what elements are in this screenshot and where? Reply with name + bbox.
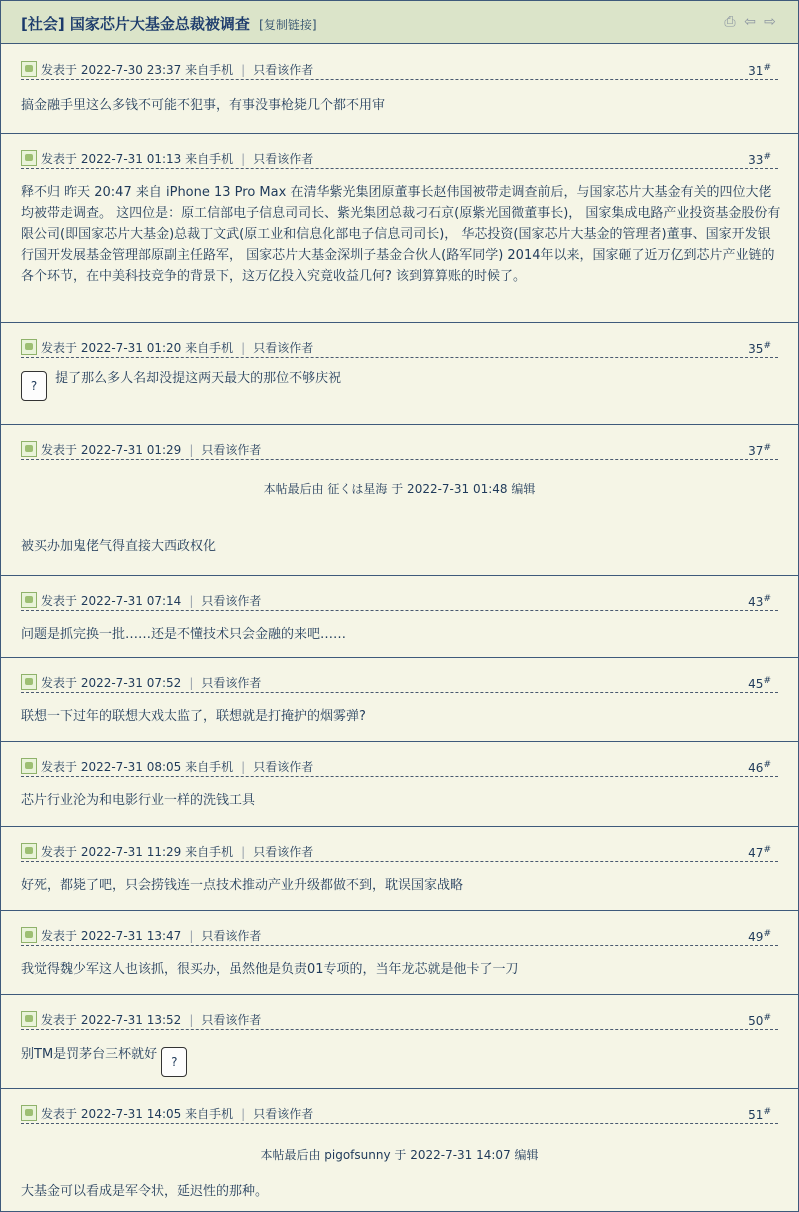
user-icon[interactable]: [21, 927, 37, 943]
user-icon[interactable]: [21, 61, 37, 77]
view-author-link[interactable]: 只看该作者: [201, 594, 262, 608]
floor-number[interactable]: 45#: [748, 676, 771, 691]
view-author-link[interactable]: 只看该作者: [201, 1013, 262, 1027]
floor-number[interactable]: 43#: [748, 594, 771, 609]
floor-number[interactable]: 37#: [748, 443, 771, 458]
emoticon-icon: ?: [161, 1047, 187, 1077]
post-content: 搞金融手里这么多钱不可能不犯事，有事没事枪毙几个都不用审: [21, 98, 386, 113]
floor-number[interactable]: 46#: [748, 760, 771, 775]
post: [1, 1088, 798, 1212]
post-content: 被买办加鬼佬气得直接大西政权化: [21, 539, 217, 554]
view-author-link[interactable]: 只看该作者: [253, 845, 314, 859]
floor-number[interactable]: 31#: [748, 63, 771, 78]
post-time: 发表于 2022-7-31 01:13: [41, 152, 182, 166]
post-meta: 发表于 2022-7-31 01:29 | 只看该作者 37#: [21, 441, 778, 460]
post-meta: 发表于 2022-7-31 07:52 | 只看该作者 45#: [21, 674, 778, 693]
post: [1, 322, 798, 425]
post-content: 释不归 昨天 20:47 来自 iPhone 13 Pro Max 在清华紫光集团原董事长赵伟国被带走调查前后，与国家芯片大基金有关的四位大佬均被带走调查。 这四位是：原工信部电子信息司司长、紫光集团总裁刁石京(原紫光国微董事长)， 国家集成电路产业投资基金股份有限公司(即国家芯片大基金)总裁丁文武(原工业和信息化部电子信息司司长)， 华芯投资(国家芯片大基金的管理者)董事、国家开发银行国开发展基金管理部原副主任路军， 国家芯片大基金深圳子基金合伙人(路军同学) 2014年以来，国家砸了近万亿到芯片产业链的各个环节，在中美科技竞争的背景下，这万亿投入究竟收益几何? 该到算算账的时候了。: [21, 185, 781, 284]
view-author-link[interactable]: 只看该作者: [201, 443, 262, 457]
post-time: 发表于 2022-7-31 01:29: [41, 443, 182, 457]
user-icon[interactable]: [21, 758, 37, 774]
floor-number[interactable]: 51#: [748, 1107, 771, 1122]
post-meta: 发表于 2022-7-31 08:05 来自手机 | 只看该作者 46#: [21, 758, 778, 777]
post: [1, 826, 798, 911]
post-content: ? 提了那么多人名却没提这两天最大的那位不够庆祝: [21, 368, 781, 401]
post: [1, 910, 798, 995]
user-icon[interactable]: [21, 339, 37, 355]
user-icon[interactable]: [21, 1011, 37, 1027]
post-time: 发表于 2022-7-31 13:47: [41, 929, 182, 943]
page-title: [21, 13, 317, 34]
post-meta: 发表于 2022-7-31 01:20 来自手机 | 只看该作者 35#: [21, 339, 778, 358]
floor-number[interactable]: 33#: [748, 152, 771, 167]
post: [1, 657, 798, 742]
post-source: 来自手机: [185, 341, 234, 355]
post-content: 别TM是罚茅台三杯就好 ?: [21, 1044, 781, 1077]
post-time: 发表于 2022-7-31 08:05: [41, 760, 182, 774]
post-source: 来自手机: [185, 63, 234, 77]
thread-header: [1, 1, 798, 44]
post-source: 来自手机: [185, 845, 234, 859]
post-source: 来自手机: [185, 760, 234, 774]
view-author-link[interactable]: 只看该作者: [253, 1107, 314, 1121]
post-meta: 发表于 2022-7-31 14:05 来自手机 | 只看该作者 51#: [21, 1105, 778, 1124]
user-icon[interactable]: [21, 674, 37, 690]
emoticon-icon: ?: [21, 371, 47, 401]
view-author-link[interactable]: 只看该作者: [253, 152, 314, 166]
post-time: 发表于 2022-7-31 14:05: [41, 1107, 182, 1121]
post-meta: 发表于 2022-7-31 07:14 | 只看该作者 43#: [21, 592, 778, 611]
edit-note: 本帖最后由 pigofsunny 于 2022-7-31 14:07 编辑: [260, 1148, 539, 1162]
post-content: 芯片行业沦为和电影行业一样的洗钱工具: [21, 793, 256, 808]
copy-link-button[interactable]: [复制链接]: [259, 18, 317, 32]
floor-number[interactable]: 50#: [748, 1013, 771, 1028]
floor-number[interactable]: 49#: [748, 929, 771, 944]
user-icon[interactable]: [21, 1105, 37, 1121]
post-content: 问题是抓完换一批……还是不懂技术只会金融的来吧……: [21, 627, 347, 642]
post-meta: 发表于 2022-7-31 13:47 | 只看该作者 49#: [21, 927, 778, 946]
post-time: 发表于 2022-7-31 13:52: [41, 1013, 182, 1027]
post-time: 发表于 2022-7-31 01:20: [41, 341, 182, 355]
post-content: 联想一下过年的联想大戏太监了，联想就是打掩护的烟雾弹?: [21, 709, 366, 724]
post-source: 来自手机: [185, 152, 234, 166]
user-icon[interactable]: [21, 441, 37, 457]
post-content: 我觉得魏少军这人也该抓，很买办，虽然他是负责01专项的，当年龙芯就是他卡了一刀: [21, 962, 519, 977]
post-content: 大基金可以看成是军令状，延迟性的那种。: [21, 1184, 269, 1199]
view-author-link[interactable]: 只看该作者: [201, 929, 262, 943]
post: [1, 994, 798, 1089]
post-source: 来自手机: [185, 1107, 234, 1121]
view-author-link[interactable]: 只看该作者: [253, 760, 314, 774]
arrow-right-icon[interactable]: ⇨: [764, 14, 776, 30]
arrow-left-icon[interactable]: ⇦: [744, 14, 756, 30]
view-author-link[interactable]: 只看该作者: [253, 341, 314, 355]
post: [1, 44, 798, 134]
post-time: 发表于 2022-7-31 07:52: [41, 676, 182, 690]
post-content: 好死，都毙了吧，只会捞钱连一点技术推动产业升级都做不到，耽误国家战略: [21, 878, 464, 893]
post: [1, 133, 798, 323]
post-time: 发表于 2022-7-31 07:14: [41, 594, 182, 608]
post-time: 发表于 2022-7-30 23:37: [41, 63, 182, 77]
post-meta: 发表于 2022-7-30 23:37 来自手机 | 只看该作者 31#: [21, 61, 778, 80]
post: [1, 424, 798, 576]
thread-tools: [722, 14, 778, 30]
edit-note: 本帖最后由 征くは星海 于 2022-7-31 01:48 编辑: [263, 482, 536, 496]
thread-title: [社会] 国家芯片大基金总裁被调查: [21, 15, 250, 33]
view-author-link[interactable]: 只看该作者: [201, 676, 262, 690]
post-meta: 发表于 2022-7-31 01:13 来自手机 | 只看该作者 33#: [21, 150, 778, 169]
post: [1, 575, 798, 658]
post-meta: 发表于 2022-7-31 13:52 | 只看该作者 50#: [21, 1011, 778, 1030]
post-time: 发表于 2022-7-31 11:29: [41, 845, 182, 859]
post-meta: 发表于 2022-7-31 11:29 来自手机 | 只看该作者 47#: [21, 843, 778, 862]
user-icon[interactable]: [21, 150, 37, 166]
view-author-link[interactable]: 只看该作者: [253, 63, 314, 77]
floor-number[interactable]: 47#: [748, 845, 771, 860]
print-icon[interactable]: ⎙: [724, 14, 736, 30]
post: [1, 741, 798, 827]
user-icon[interactable]: [21, 592, 37, 608]
user-icon[interactable]: [21, 843, 37, 859]
floor-number[interactable]: 35#: [748, 341, 771, 356]
